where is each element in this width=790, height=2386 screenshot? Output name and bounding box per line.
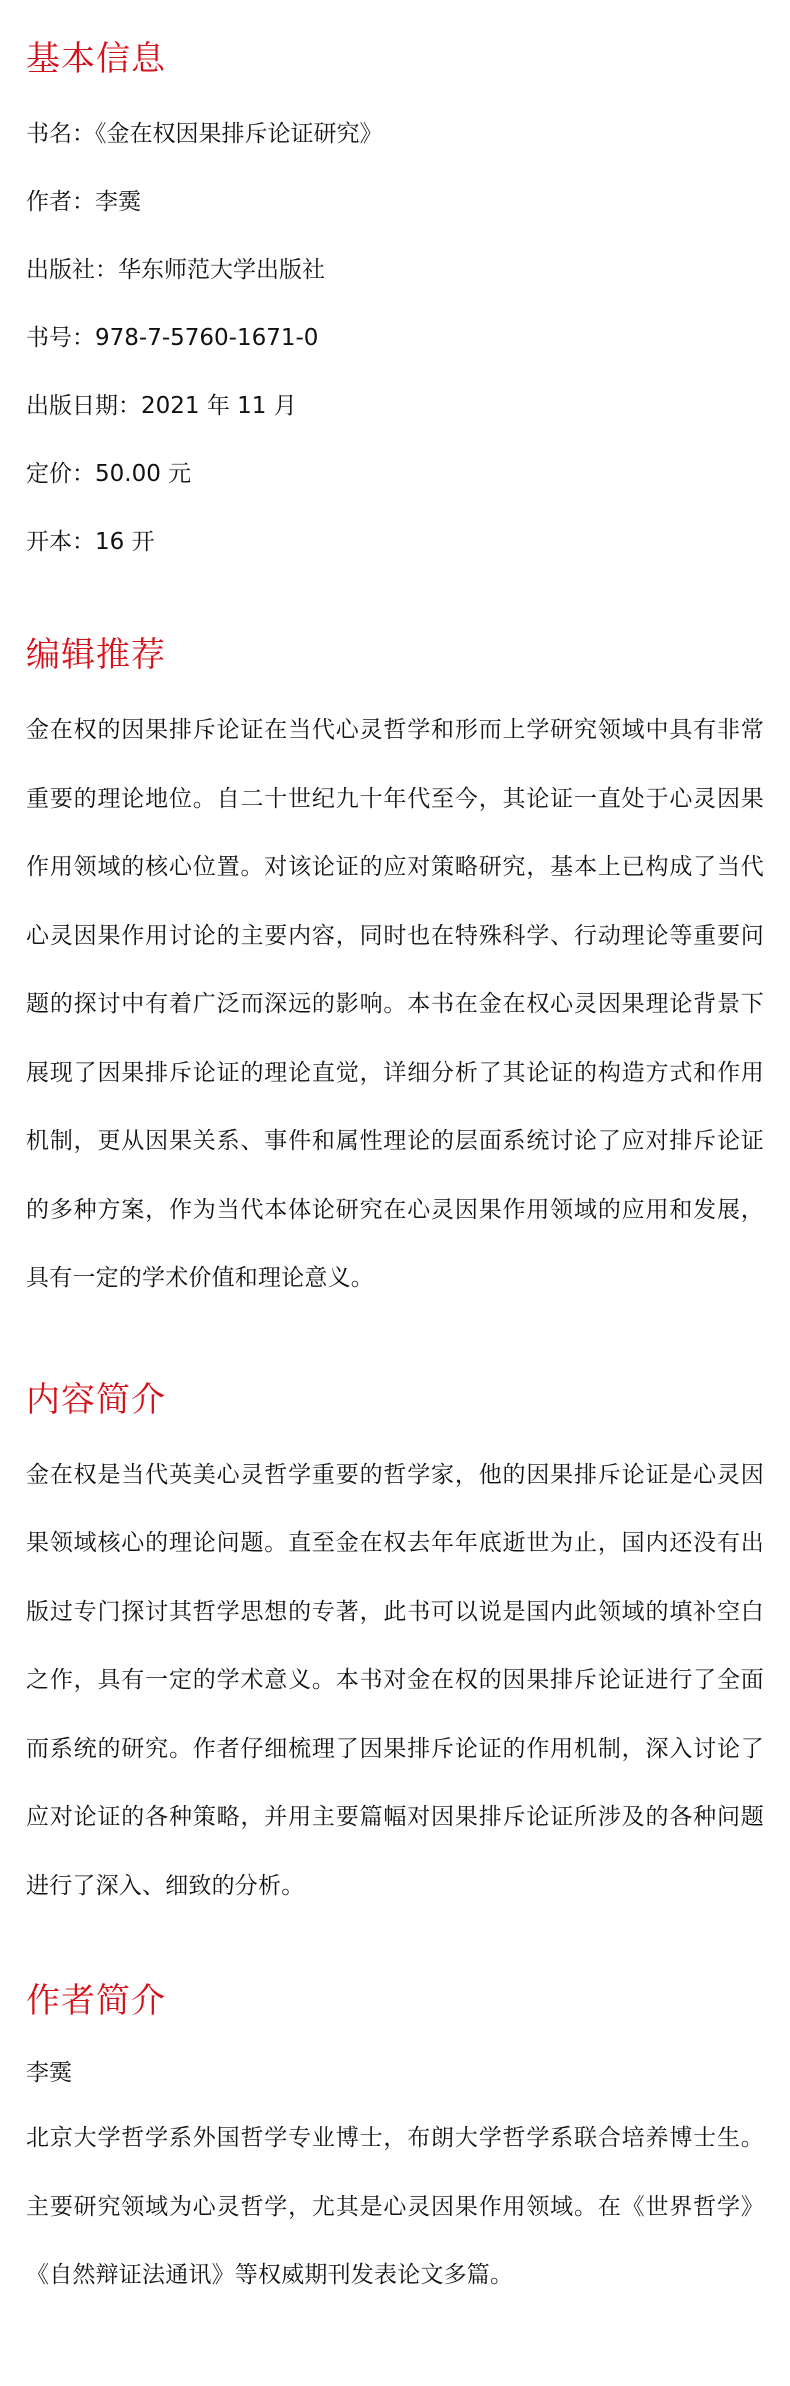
publish-date-line: 出版日期：2021 年 11 月 bbox=[26, 393, 297, 419]
author-intro-section bbox=[26, 1970, 764, 2310]
book-title-line: 书名：《金在权因果排斥论证研究》 bbox=[26, 121, 383, 147]
author-name: 李霙 bbox=[26, 2060, 72, 2086]
publisher-line: 出版社：华东师范大学出版社 bbox=[26, 257, 325, 283]
editor-recommendation-text: 金在权的因果排斥论证在当代心灵哲学和形而上学研究领域中具有非常重要的理论地位。自二十世纪九十年代至今，其论证一直处于心灵因果作用领域的核心位置。对该论证的应对策略研究，基本上已构成了当代心灵因果作用讨论的主要内容，同时也在特殊科学、行动理论等重要问题的探讨中有着广泛而深远的影响。本书在金在权心灵因果理论背景下展现了因果排斥论证的理论直觉，详细分析了其论证的构造方式和作用机制，更从因果关系、事件和属性理论的层面系统讨论了应对排斥论证的多种方案，作为当代本体论研究在心灵因果作用领域的应用和发展，具有一定的学术价值和理论意义。 bbox=[26, 717, 764, 1291]
content-summary-heading: 内容简介 bbox=[26, 1379, 166, 1420]
section-spacer bbox=[26, 576, 764, 624]
author-line: 作者：李霙 bbox=[26, 189, 141, 215]
price-line: 定价：50.00 元 bbox=[26, 461, 192, 487]
author-intro-text: 北京大学哲学系外国哲学专业博士，布朗大学哲学系联合培养博士生。主要研究领域为心灵哲学，尤其是心灵因果作用领域。在《世界哲学》《自然辩证法通讯》等权威期刊发表论文多篇。 bbox=[26, 2125, 764, 2288]
editor-recommendation-section bbox=[26, 624, 764, 1313]
content-summary-text: 金在权是当代英美心灵哲学重要的哲学家，他的因果排斥论证是心灵因果领域核心的理论问题。直至金在权去年年底逝世为止，国内还没有出版过专门探讨其哲学思想的专著，此书可以说是国内此领域的填补空白之作，具有一定的学术意义。本书对金在权的因果排斥论证进行了全面而系统的研究。作者仔细梳理了因果排斥论证的作用机制，深入讨论了应对论证的各种策略，并用主要篇幅对因果排斥论证所涉及的各种问题进行了深入、细致的分析。 bbox=[26, 1461, 764, 1899]
basic-info-section bbox=[26, 28, 764, 576]
format-line: 开本：16 开 bbox=[26, 529, 155, 555]
isbn-line: 书号：978-7-5760-1671-0 bbox=[26, 325, 319, 351]
section-spacer bbox=[26, 1313, 764, 1369]
section-spacer bbox=[26, 1920, 764, 1970]
content-summary-section bbox=[26, 1369, 764, 1921]
author-intro-heading: 作者简介 bbox=[26, 1981, 166, 2021]
basic-info-heading: 基本信息 bbox=[26, 39, 166, 79]
editor-recommendation-heading: 编辑推荐 bbox=[26, 635, 166, 675]
